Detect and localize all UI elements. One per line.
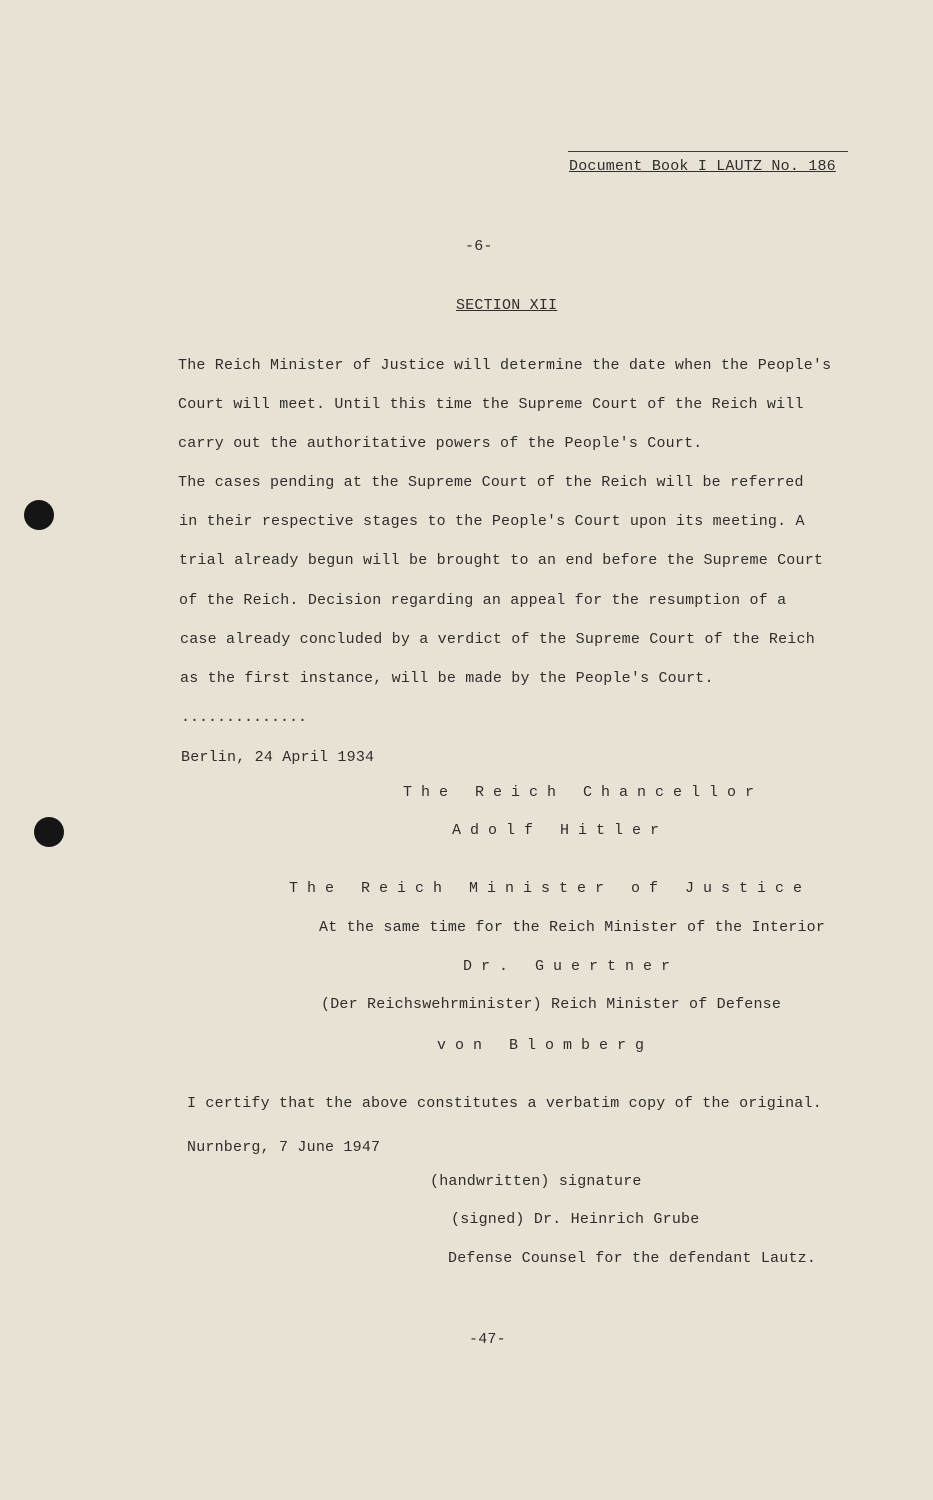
- punch-hole-top: [24, 500, 54, 530]
- certification-place-date: Nurnberg, 7 June 1947: [187, 1139, 381, 1156]
- body-line-3: carry out the authoritative powers of the People's Court.: [178, 435, 703, 452]
- signed-name: (signed) Dr. Heinrich Grube: [451, 1211, 700, 1228]
- body-line-9: as the first instance, will be made by the People's Court.: [180, 670, 714, 687]
- chancellor-name: Adolf Hitler: [452, 822, 669, 839]
- chancellor-title: The Reich Chancellor: [403, 784, 764, 801]
- body-line-1: The Reich Minister of Justice will determine the date when the People's: [178, 357, 832, 374]
- page-number: -47-: [469, 1331, 506, 1348]
- body-line-5: in their respective stages to the People's Court upon its meeting. A: [179, 513, 805, 530]
- signing-place-date: Berlin, 24 April 1934: [181, 749, 375, 766]
- signature-note: (handwritten) signature: [430, 1173, 642, 1190]
- justice-minister-title: The Reich Minister of Justice: [289, 880, 812, 897]
- body-line-2: Court will meet. Until this time the Supreme Court of the Reich will: [178, 396, 804, 413]
- body-line-7: of the Reich. Decision regarding an appeal for the resumption of a: [179, 592, 787, 609]
- counsel-role: Defense Counsel for the defendant Lautz.: [448, 1250, 817, 1267]
- punch-hole-bottom: [34, 817, 64, 847]
- justice-minister-note: At the same time for the Reich Minister of the Interior: [319, 919, 826, 936]
- document-reference: Document Book I LAUTZ No. 186: [569, 158, 836, 175]
- certification-statement: I certify that the above constitutes a verbatim copy of the original.: [187, 1095, 822, 1112]
- justice-minister-name: Dr. Guertner: [463, 958, 680, 975]
- body-line-6: trial already begun will be brought to an end before the Supreme Court: [179, 552, 824, 569]
- defense-minister-title: (Der Reichswehrminister) Reich Minister of Defense: [321, 996, 782, 1013]
- page-marker: -6-: [465, 238, 493, 255]
- body-line-8: case already concluded by a verdict of the Supreme Court of the Reich: [180, 631, 815, 648]
- defense-minister-name: von Blomberg: [437, 1037, 654, 1054]
- dotted-separator: ..............: [181, 709, 308, 726]
- section-title: SECTION XII: [456, 297, 558, 314]
- body-line-4: The cases pending at the Supreme Court of the Reich will be referred: [178, 474, 804, 491]
- header-rule: [568, 151, 848, 152]
